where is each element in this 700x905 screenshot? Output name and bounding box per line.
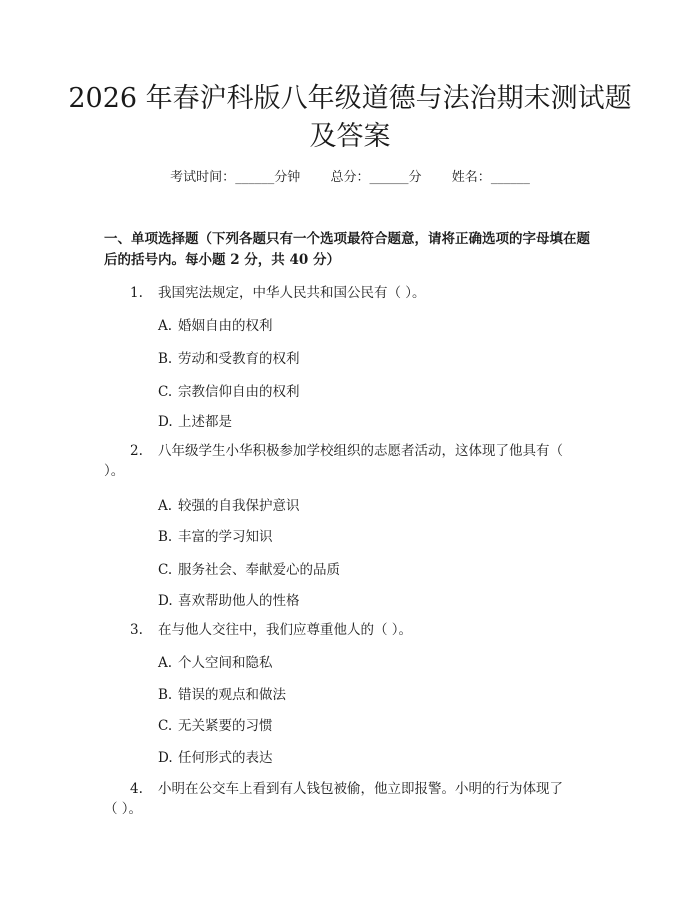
option-letter: C. — [158, 718, 173, 734]
option-letter: A. — [158, 498, 173, 514]
option-letter: B. — [158, 529, 173, 545]
option-text: 宗教信仰自由的权利 — [178, 384, 300, 400]
total-score-blank: ______ — [369, 170, 409, 185]
option-letter: D. — [158, 750, 173, 766]
page-title: 2026 年春沪科版八年级道德与法治期末测试题及答案 — [68, 83, 632, 152]
question-number: 2. — [130, 443, 143, 459]
question-text: 小明在公交车上看到有人钱包被偷，他立即报警。小明的行为体现了（ ）。 — [104, 781, 563, 817]
question-number: 3. — [130, 622, 143, 638]
question-2-stem — [104, 441, 576, 481]
option-letter: B. — [158, 687, 173, 703]
option-text: 喜欢帮助他人的性格 — [178, 593, 300, 609]
question-2-option-a — [158, 496, 300, 516]
question-3-option-a — [158, 653, 273, 673]
question-2-option-b — [158, 527, 273, 547]
question-1-option-a — [158, 316, 273, 336]
question-1-option-b — [158, 349, 300, 369]
question-number: 4. — [130, 781, 143, 797]
section-heading: 一、单项选择题（下列各题只有一个选项最符合题意，请将正确选项的字母填在题后的括号内。每小题 2 分，共 40 分） — [104, 231, 590, 268]
option-letter: D. — [158, 414, 173, 430]
total-score-label: 总分： — [330, 170, 370, 185]
question-4-stem — [104, 779, 576, 819]
question-3-option-b — [158, 685, 286, 705]
question-1-option-d — [158, 412, 232, 432]
name-blank: ______ — [490, 170, 530, 185]
total-score-unit: 分 — [408, 170, 422, 185]
question-2-option-d — [158, 591, 300, 611]
option-letter: C. — [158, 384, 173, 400]
option-text: 个人空间和隐私 — [178, 655, 273, 671]
option-letter: A. — [158, 318, 173, 334]
option-text: 丰富的学习知识 — [178, 529, 273, 545]
option-text: 婚姻自由的权利 — [178, 318, 273, 334]
option-text: 上述都是 — [178, 414, 232, 430]
question-1-stem — [104, 283, 576, 303]
question-2-option-c — [158, 560, 340, 580]
option-text: 任何形式的表达 — [178, 750, 273, 766]
option-letter: B. — [158, 351, 173, 367]
exam-meta-line — [0, 168, 700, 188]
question-3-stem — [104, 620, 576, 640]
exam-time-blank: ______ — [235, 170, 275, 185]
question-text: 在与他人交往中，我们应尊重他人的（ ）。 — [158, 622, 413, 638]
name-label: 姓名： — [451, 170, 491, 185]
exam-time-unit: 分钟 — [274, 170, 301, 185]
question-3-option-c — [158, 716, 273, 736]
option-text: 错误的观点和做法 — [178, 687, 286, 703]
option-text: 较强的自我保护意识 — [178, 498, 300, 514]
option-letter: D. — [158, 593, 173, 609]
question-1-option-c — [158, 382, 300, 402]
option-letter: C. — [158, 562, 173, 578]
question-3-option-d — [158, 748, 273, 768]
question-text: 八年级学生小华积极参加学校组织的志愿者活动，这体现了他具有（ ）。 — [104, 443, 563, 479]
option-text: 无关紧要的习惯 — [178, 718, 273, 734]
question-text: 我国宪法规定，中华人民共和国公民有（ ）。 — [158, 285, 426, 301]
option-letter: A. — [158, 655, 173, 671]
question-number: 1. — [130, 285, 143, 301]
option-text: 服务社会、奉献爱心的品质 — [178, 562, 340, 578]
exam-time-label: 考试时间： — [170, 170, 236, 185]
option-text: 劳动和受教育的权利 — [178, 351, 300, 367]
